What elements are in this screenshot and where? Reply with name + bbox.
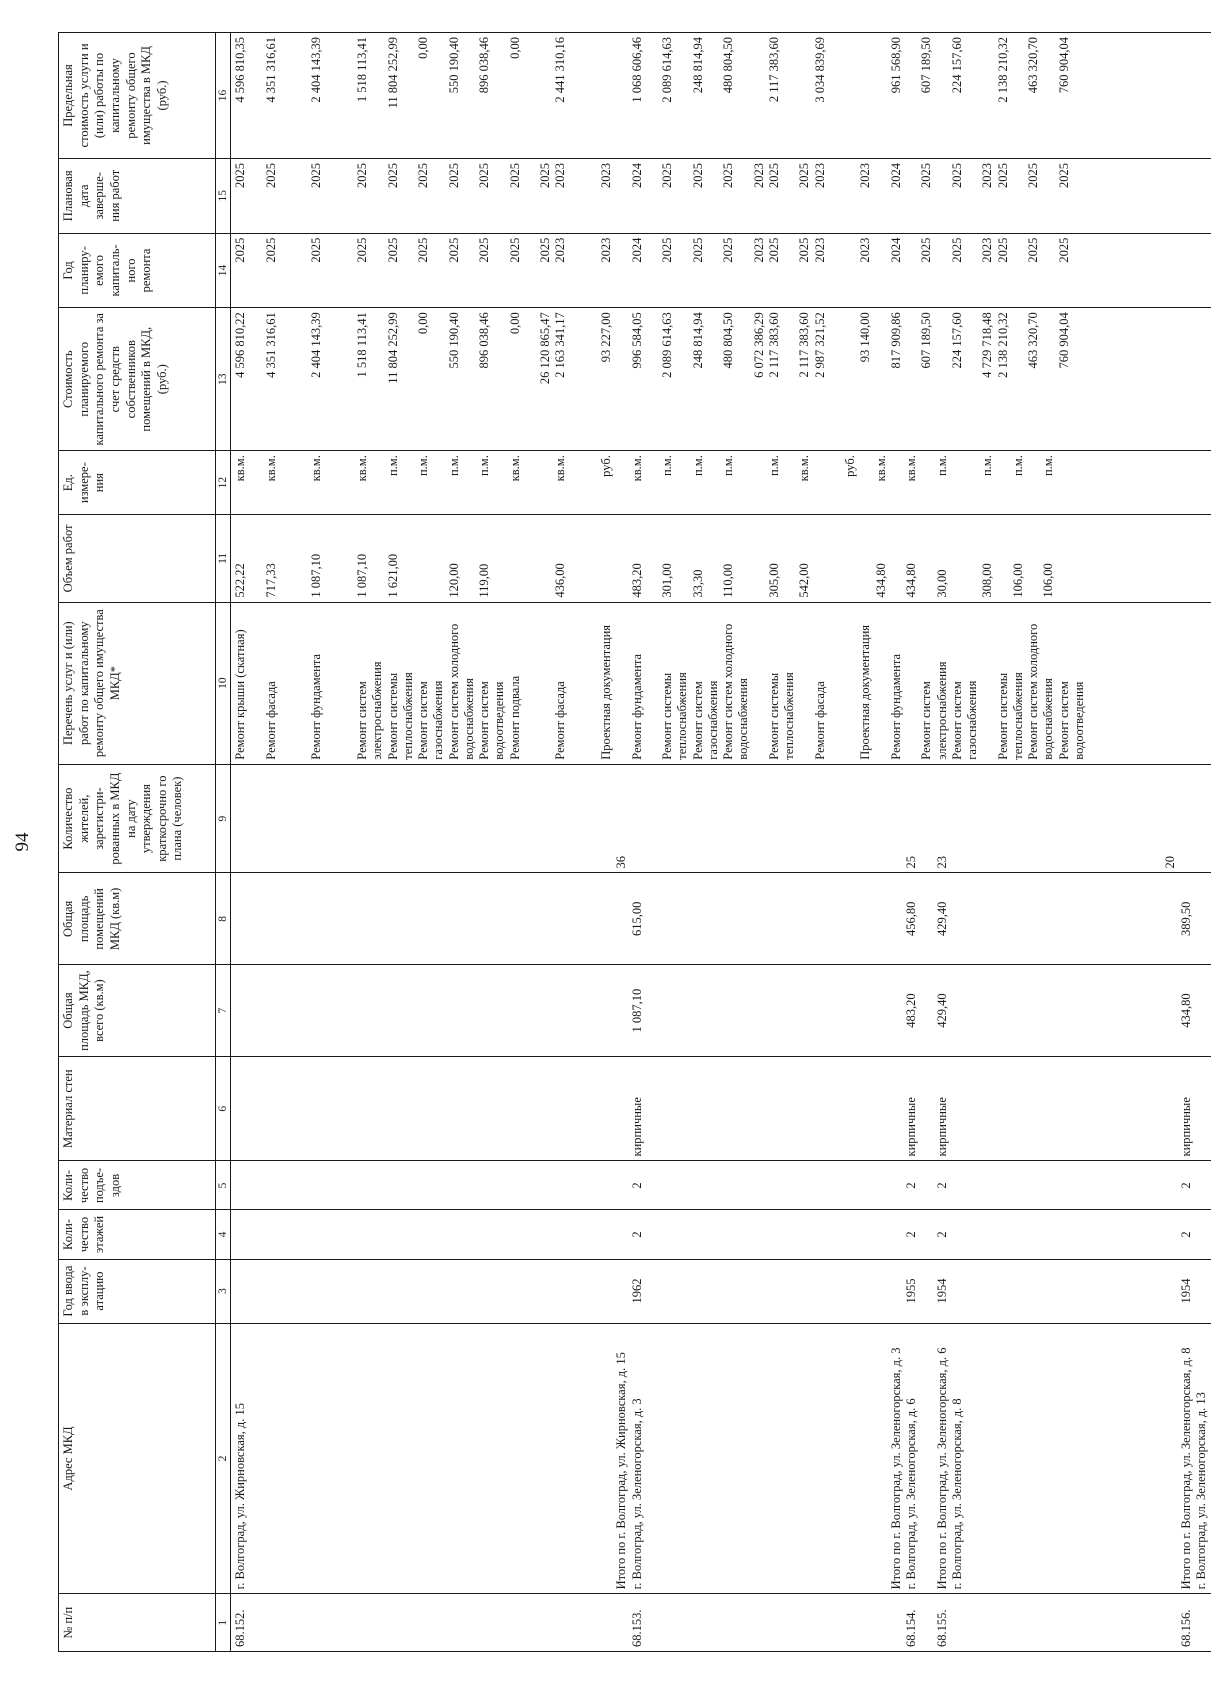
row-number-column: 68.152. 68.153. 68.154. 68.155. 68.156.	[231, 1594, 1211, 1652]
total-area-column: 1 087,10 483,20 429,40 434,80	[231, 965, 1211, 1057]
column-number: 7	[216, 965, 231, 1057]
header-cell: Количество жителей, зарегистри-рованных в МКД на дату утверждения краткосрочно го плана (человек)	[59, 764, 216, 873]
premises-area-column: 615,00 456,80 429,40 389,50	[231, 873, 1211, 965]
header-cell: Ед. измере-ния	[59, 451, 216, 515]
column-number: 12	[216, 451, 231, 515]
header-cell: Год планиру-емого капиталь-ного ремонта	[59, 233, 216, 308]
column-number: 9	[216, 764, 231, 873]
works-list-column: Ремонт крыши (скатная) Ремонт фасада Ремонт фундамента Ремонт систем электроснабжения Ремонт системы теплоснабжения Ремонт систем газоснабжения Ремонт систем холодного водоснабжения Ремонт систем водоотведения Ремонт подвала Ремонт фасада Проектная документация Ремонт фундамента Ремонт системы теплоснабжения Ремонт систем газоснабжения Ремонт систем холодного водоснабжения Ремонт системы теплоснабжения Ремонт фасада Проектная документация Ремонт фундамента Ремонт систем электроснабжения Ремонт систем газоснабжения Ремонт системы теплоснабжения Ремонт систем холодного водоснабжения Ремонт систем водоотведения	[231, 602, 1211, 764]
header-cell: Материал стен	[59, 1056, 216, 1161]
wall-material-column: кирпичные кирпичные кирпичные кирпичные	[231, 1056, 1211, 1161]
max-cost-column: 4 596 810,35 4 351 316,61 2 404 143,39 1 518 113,41 11 804 252,99 0,00 550 190,40 896 038,46 0,00 2 441 310,16 1 068 606,46 2 089 614,63 248 814,94 480 804,50 2 117 383,60 3 034 839,69 961 568,90 607 189,50 224 157,60 2 138 210,32 463 320,70 760 904,04	[231, 33, 1211, 159]
header-cell: Объем работ	[59, 515, 216, 602]
column-number: 6	[216, 1056, 231, 1161]
header-cell: Адрес МКД	[59, 1323, 216, 1594]
rotated-table-block	[12, 32, 1208, 1652]
entrances-column: 2 2 2 2	[231, 1161, 1211, 1210]
repair-year-column: 2025 2025 2025 2025 2025 2025 2025 2025 2025 2025 2023 2023 2024 2025 2025 2025 2023 2025 2025 2023 2023 2024 2025 2025 2023 2025 2025 2025	[231, 233, 1211, 308]
header-cell: Коли-чество этажей	[59, 1210, 216, 1259]
completion-date-column: 2025 2025 2025 2025 2025 2025 2025 2025 2025 2025 2023 2023 2024 2025 2025 2025 2023 2025 2025 2023 2023 2024 2025 2025 2023 2025 2025 2025	[231, 158, 1211, 233]
work-volume-column: 522,22 717,33 1 087,10 1 087,10 1 621,00 120,00 119,00 436,00 483,20 301,00 33,30 110,00 305,00 542,00 434,80 434,80 30,00 308,00 106,00 106,00	[231, 515, 1211, 602]
header-cell: Плановая дата заверше-ния работ	[59, 158, 216, 233]
floors-column: 2 2 2 2	[231, 1210, 1211, 1259]
page-number: 94	[12, 832, 33, 852]
header-cell: Общая площадь помещений МКД (кв.м)	[59, 873, 216, 965]
address-column: г. Волгоград, ул. Жирновская, д. 15 Итого по г. Волгоград, ул. Жирновская, д. 15 г. Волгоград, ул. Зеленогорская, д. 3 Итого по г. Волгоград, ул. Зеленогорская, д. 3 г. Волгоград, ул. Зеленогорская, д. 6 Итого по г. Волгоград, ул. Зеленогорская, д. 6 г. Волгоград, ул. Зеленогорская, д. 8 Итого по г. Волгоград, ул. Зеленогорская, д. 8 г. Волгоград, ул. Зеленогорская, д. 13	[231, 1323, 1211, 1594]
column-number: 1	[216, 1594, 231, 1652]
table-body-row	[231, 33, 1211, 1652]
column-number: 2	[216, 1323, 231, 1594]
column-number: 3	[216, 1259, 231, 1323]
column-number: 8	[216, 873, 231, 965]
cost-column: 4 596 810,22 4 351 316,61 2 404 143,39 1 518 113,41 11 804 252,99 0,00 550 190,40 896 038,46 0,00 26 120 865,47 2 163 341,17 93 227,00 996 584,05 2 089 614,63 248 814,94 480 804,50 6 072 386,29 2 117 383,60 2 117 383,60 2 987 321,52 93 140,00 817 909,86 607 189,50 224 157,60 4 729 718,48 2 138 210,32 463 320,70 760 904,04	[231, 308, 1211, 451]
header-cell: Предельная стоимость услуги и (или) работы по капитальному ремонту общего имущества в МКД (руб.)	[59, 33, 216, 159]
header-row	[59, 33, 216, 1652]
column-number-row	[216, 33, 231, 1652]
header-cell: Перечень услуг и (или) работ по капитальному ремонту общего имущества МКД*	[59, 602, 216, 764]
capital-repair-table	[58, 32, 1211, 1652]
column-number: 4	[216, 1210, 231, 1259]
header-cell: Коли-чество подъе-здов	[59, 1161, 216, 1210]
commission-year-column: 1962 1955 1954 1954	[231, 1259, 1211, 1323]
unit-column: кв.м. кв.м. кв.м. кв.м. п.м. п.м. п.м. п.м. кв.м. кв.м. руб. кв.м. п.м. п.м. п.м. п.м. кв.м. руб. кв.м. кв.м. п.м. п.м. п.м. п.м.	[231, 451, 1211, 515]
residents-column: 36 25 23 20	[231, 764, 1211, 873]
column-number: 15	[216, 158, 231, 233]
column-number: 14	[216, 233, 231, 308]
column-number: 10	[216, 602, 231, 764]
column-number: 5	[216, 1161, 231, 1210]
header-cell: № п/п	[59, 1594, 216, 1652]
header-cell: Стоимость планируемого капитального ремонта за счет средств собственников помещений в МКД, (руб.)	[59, 308, 216, 451]
header-cell: Общая площадь МКД, всего (кв.м)	[59, 965, 216, 1057]
column-number: 11	[216, 515, 231, 602]
header-cell: Год ввода в эксплу-атацию	[59, 1259, 216, 1323]
column-number: 13	[216, 308, 231, 451]
column-number: 16	[216, 33, 231, 159]
